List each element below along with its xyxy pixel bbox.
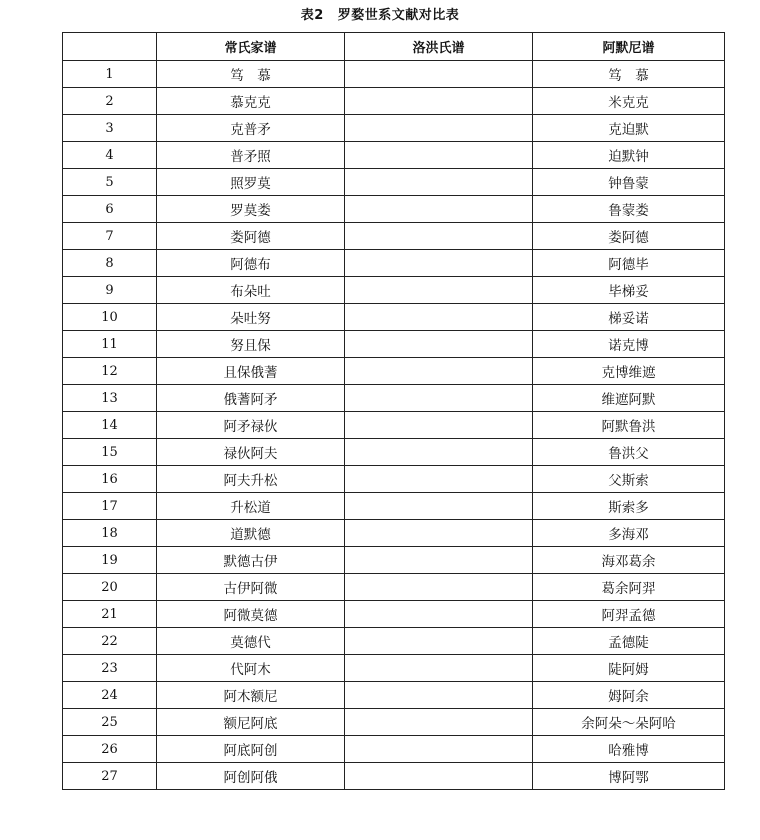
- luohong-name: [345, 223, 533, 250]
- chang-name: 阿夫升松: [157, 466, 345, 493]
- amoni-name: 孟德陡: [533, 628, 725, 655]
- chang-name: 莫德代: [157, 628, 345, 655]
- row-index: 23: [63, 655, 157, 682]
- row-index: 21: [63, 601, 157, 628]
- row-index: 11: [63, 331, 157, 358]
- amoni-name: 葛余阿羿: [533, 574, 725, 601]
- luohong-name: [345, 439, 533, 466]
- luohong-name: [345, 115, 533, 142]
- table-caption: [0, 4, 760, 23]
- luohong-name: [345, 61, 533, 88]
- amoni-name: 姆阿余: [533, 682, 725, 709]
- row-index: 25: [63, 709, 157, 736]
- chang-name: 且保俄蓍: [157, 358, 345, 385]
- table-row: [63, 385, 725, 412]
- table-row: [63, 196, 725, 223]
- luohong-name: [345, 277, 533, 304]
- header-row: [63, 33, 725, 61]
- table-row: [63, 169, 725, 196]
- luohong-name: [345, 628, 533, 655]
- table-row: [63, 574, 725, 601]
- table-row: [63, 736, 725, 763]
- table-number: 表2: [300, 8, 324, 23]
- genealogy-comparison-table: [62, 32, 725, 790]
- row-index: 24: [63, 682, 157, 709]
- row-index: 16: [63, 466, 157, 493]
- luohong-name: [345, 493, 533, 520]
- amoni-name: 克博维遮: [533, 358, 725, 385]
- luohong-name: [345, 196, 533, 223]
- table-row: [63, 601, 725, 628]
- chang-name: 禄伙阿夫: [157, 439, 345, 466]
- amoni-name: 哈雅博: [533, 736, 725, 763]
- chang-name: 布朵吐: [157, 277, 345, 304]
- table-row: [63, 250, 725, 277]
- amoni-name: 米克克: [533, 88, 725, 115]
- row-index: 18: [63, 520, 157, 547]
- row-index: 7: [63, 223, 157, 250]
- table-row: [63, 88, 725, 115]
- luohong-name: [345, 763, 533, 790]
- amoni-name: 陡阿姆: [533, 655, 725, 682]
- table-row: [63, 493, 725, 520]
- table-row: [63, 142, 725, 169]
- table-row: [63, 628, 725, 655]
- amoni-name: 迫默钟: [533, 142, 725, 169]
- table-row: [63, 277, 725, 304]
- table-row: [63, 439, 725, 466]
- luohong-name: [345, 358, 533, 385]
- row-index: 13: [63, 385, 157, 412]
- amoni-name: 梯妥诺: [533, 304, 725, 331]
- amoni-name: 海邓葛余: [533, 547, 725, 574]
- luohong-name: [345, 385, 533, 412]
- luohong-name: [345, 466, 533, 493]
- table-row: [63, 655, 725, 682]
- chang-name: 克普矛: [157, 115, 345, 142]
- chang-name: 道默德: [157, 520, 345, 547]
- chang-name: 古伊阿微: [157, 574, 345, 601]
- amoni-name: 毕梯妥: [533, 277, 725, 304]
- luohong-name: [345, 142, 533, 169]
- amoni-name: 诺克博: [533, 331, 725, 358]
- luohong-name: [345, 88, 533, 115]
- amoni-name: 阿默鲁洪: [533, 412, 725, 439]
- amoni-name: 娄阿德: [533, 223, 725, 250]
- chang-name: 额尼阿底: [157, 709, 345, 736]
- luohong-name: [345, 169, 533, 196]
- table-row: [63, 304, 725, 331]
- amoni-name: 鲁蒙娄: [533, 196, 725, 223]
- row-index: 20: [63, 574, 157, 601]
- luohong-name: [345, 250, 533, 277]
- luohong-name: [345, 655, 533, 682]
- chang-name: 努且保: [157, 331, 345, 358]
- luohong-name: [345, 601, 533, 628]
- amoni-name: 父斯索: [533, 466, 725, 493]
- table-row: [63, 466, 725, 493]
- table-row: [63, 115, 725, 142]
- table-row: [63, 223, 725, 250]
- chang-name: 笃 慕: [157, 61, 345, 88]
- row-index: 2: [63, 88, 157, 115]
- chang-name: 代阿木: [157, 655, 345, 682]
- chang-name: 阿德布: [157, 250, 345, 277]
- row-index: 10: [63, 304, 157, 331]
- chang-name: 罗莫娄: [157, 196, 345, 223]
- table-row: [63, 520, 725, 547]
- amoni-name: 维遮阿默: [533, 385, 725, 412]
- table-row: [63, 547, 725, 574]
- luohong-name: [345, 547, 533, 574]
- amoni-name: 钟鲁蒙: [533, 169, 725, 196]
- amoni-name: 克迫默: [533, 115, 725, 142]
- table-row: [63, 331, 725, 358]
- chang-name: 阿木额尼: [157, 682, 345, 709]
- chang-name: 默德古伊: [157, 547, 345, 574]
- amoni-name: 笃 慕: [533, 61, 725, 88]
- row-index: 22: [63, 628, 157, 655]
- amoni-name: 博阿鄂: [533, 763, 725, 790]
- table-row: [63, 61, 725, 88]
- chang-name: 俄蓍阿矛: [157, 385, 345, 412]
- row-index: 6: [63, 196, 157, 223]
- chang-name: 朵吐努: [157, 304, 345, 331]
- luohong-name: [345, 709, 533, 736]
- row-index: 19: [63, 547, 157, 574]
- luohong-name: [345, 331, 533, 358]
- luohong-name: [345, 682, 533, 709]
- chang-name: 照罗莫: [157, 169, 345, 196]
- row-index: 3: [63, 115, 157, 142]
- chang-name: 阿微莫德: [157, 601, 345, 628]
- amoni-name: 阿德毕: [533, 250, 725, 277]
- header-index: [63, 33, 157, 61]
- chang-name: 升松道: [157, 493, 345, 520]
- table-row: [63, 709, 725, 736]
- chang-name: 普矛照: [157, 142, 345, 169]
- chang-name: 阿创阿俄: [157, 763, 345, 790]
- row-index: 27: [63, 763, 157, 790]
- luohong-name: [345, 412, 533, 439]
- header-amoni-genealogy: 阿默尼谱: [533, 33, 725, 61]
- row-index: 15: [63, 439, 157, 466]
- row-index: 26: [63, 736, 157, 763]
- luohong-name: [345, 574, 533, 601]
- luohong-name: [345, 304, 533, 331]
- table-row: [63, 682, 725, 709]
- amoni-name: 阿羿孟德: [533, 601, 725, 628]
- row-index: 1: [63, 61, 157, 88]
- table-row: [63, 358, 725, 385]
- table-row: [63, 412, 725, 439]
- amoni-name: 余阿朵～朵阿哈: [533, 709, 725, 736]
- header-luohong-genealogy: 洛洪氏谱: [345, 33, 533, 61]
- chang-name: 娄阿德: [157, 223, 345, 250]
- table-title: 罗婺世系文献对比表: [337, 8, 460, 23]
- amoni-name: 多海邓: [533, 520, 725, 547]
- row-index: 5: [63, 169, 157, 196]
- chang-name: 阿底阿创: [157, 736, 345, 763]
- amoni-name: 鲁洪父: [533, 439, 725, 466]
- row-index: 8: [63, 250, 157, 277]
- luohong-name: [345, 736, 533, 763]
- chang-name: 慕克克: [157, 88, 345, 115]
- table-row: [63, 763, 725, 790]
- row-index: 4: [63, 142, 157, 169]
- luohong-name: [345, 520, 533, 547]
- header-chang-genealogy: 常氏家谱: [157, 33, 345, 61]
- amoni-name: 斯索多: [533, 493, 725, 520]
- row-index: 12: [63, 358, 157, 385]
- row-index: 9: [63, 277, 157, 304]
- row-index: 17: [63, 493, 157, 520]
- chang-name: 阿矛禄伙: [157, 412, 345, 439]
- row-index: 14: [63, 412, 157, 439]
